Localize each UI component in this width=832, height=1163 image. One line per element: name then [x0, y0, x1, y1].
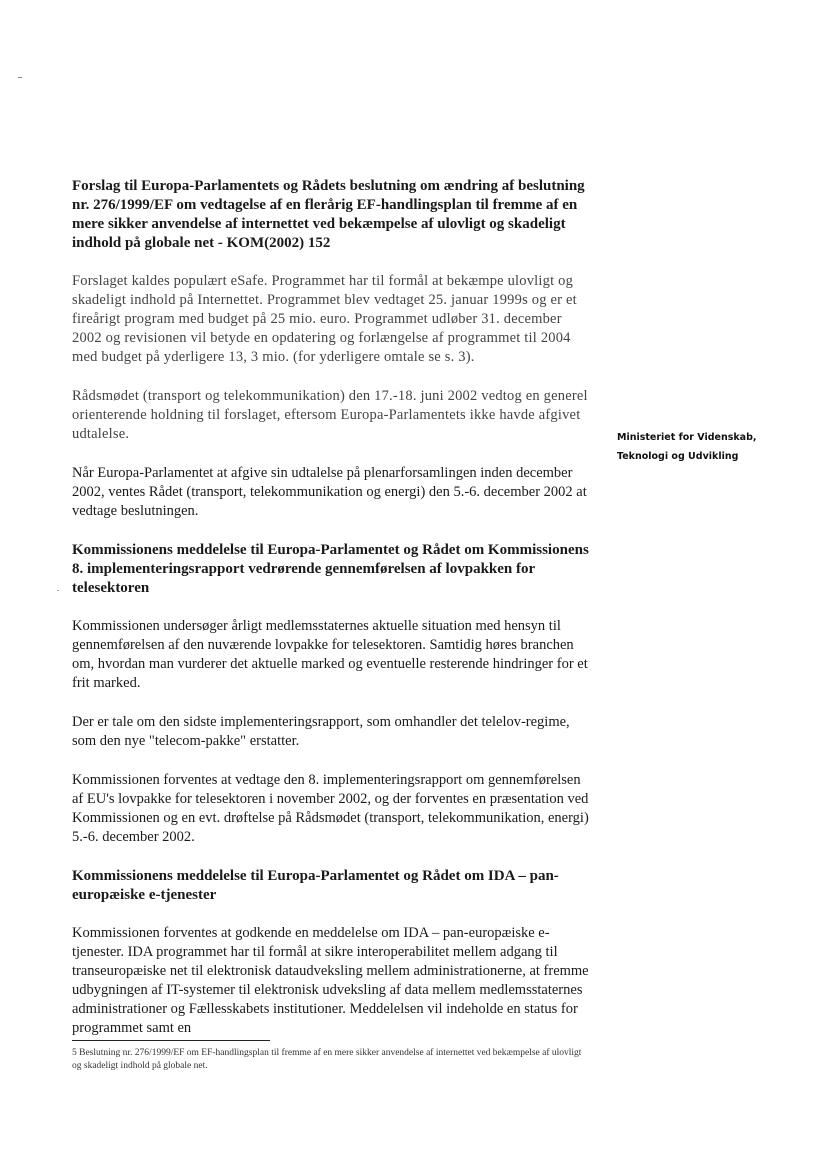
- scan-mark: [18, 77, 22, 78]
- section-esafe: [72, 177, 592, 521]
- section-heading: Kommissionens meddelelse til Europa-Parlamentet og Rådet om IDA – pan-europæiske e-tjenester: [72, 868, 559, 903]
- paragraph: Kommissionen forventes at vedtage den 8. implementeringsrapport om gennemførelsen af EU's lovpakke for telesektoren i november 2002, og der forventes en præsentation ved Kommissionen og en evt. drøftelse på Rådsmødet (transport, telekommunikation, energi) 5.-6. december 2002.: [72, 772, 589, 845]
- ministry-line: Ministeriet for Videnskab,: [617, 432, 757, 443]
- paragraph: Kommissionen forventes at godkende en meddelelse om IDA – pan-europæiske e-tjenester. IDA programmet har til formål at sikre interoperabilitet mellem adgang til transeuropæiske net til elektronisk dataudveksling mellem administrationerne, at fremme udbygningen af IT-systemer til elektronisk udveksling af data mellem medlemsstaternes administrationer og Fællesskabets institutioner. Meddelelsen vil indeholde en status for programmet samt en: [72, 925, 589, 1036]
- footnote: 5 Beslutning nr. 276/1999/EF om EF-handlingsplan til fremme af en mere sikker anvendelse af internettet ved bekæmpelse af ulovligt og skadeligt indhold på globale net.: [72, 1048, 582, 1071]
- section-heading: Kommissionens meddelelse til Europa-Parlamentet og Rådet om Kommissionens 8. implementeringsrapport vedrørende gennemførelsen af lovpakken for telesektoren: [72, 542, 589, 596]
- main-text-column: [72, 177, 592, 1058]
- paragraph: Rådsmødet (transport og telekommunikation) den 17.-18. juni 2002 vedtog en generel orienterende holdning til forslaget, eftersom Europa-Parlamentets ikke havde afgivet udtalelse.: [72, 388, 588, 442]
- paragraph: Forslaget kaldes populært eSafe. Programmet har til formål at bekæmpe ulovligt og skadeligt indhold på Internettet. Programmet blev vedtaget 25. januar 1999s og er et fireårigt program med budget på 25 mio. euro. Programmet udløber 31. december 2002 og revisionen vil betyde en opdatering og forlængelse af programmet til 2004 med budget på yderligere 13, 3 mio. (for yderligere omtale se s. 3).: [72, 273, 577, 365]
- footnote-divider: [72, 1040, 270, 1041]
- paragraph: Der er tale om den sidste implementeringsrapport, som omhandler det telelov-regime, som den nye "telecom-pakke" erstatter.: [72, 714, 570, 749]
- section-ida: [72, 867, 592, 1038]
- section-implementation-report: [72, 541, 592, 847]
- ministry-side-note: [617, 428, 817, 466]
- ministry-line: Teknologi og Udvikling: [617, 451, 739, 462]
- paragraph: Kommissionen undersøger årligt medlemsstaternes aktuelle situation med hensyn til gennemførelsen af den nuværende lovpakke for telesektoren. Samtidig høres branchen om, hvordan man vurderer det aktuelle marked og eventuelle resterende hindringer for et frit marked.: [72, 618, 588, 691]
- section-heading: Forslag til Europa-Parlamentets og Rådets beslutning om ændring af beslutning nr. 276/1999/EF om vedtagelse af en flerårig EF-handlingsplan til fremme af en mere sikker anvendelse af internettet ved bekæmpelse af ulovligt og skadeligt indhold på globale net - KOM(2002) 152: [72, 178, 585, 251]
- paragraph: Når Europa-Parlamentet at afgive sin udtalelse på plenarforsamlingen inden december 2002, ventes Rådet (transport, telekommunikation og energi) den 5.-6. december 2002 at vedtage beslutningen.: [72, 465, 587, 519]
- scan-mark: [57, 590, 59, 591]
